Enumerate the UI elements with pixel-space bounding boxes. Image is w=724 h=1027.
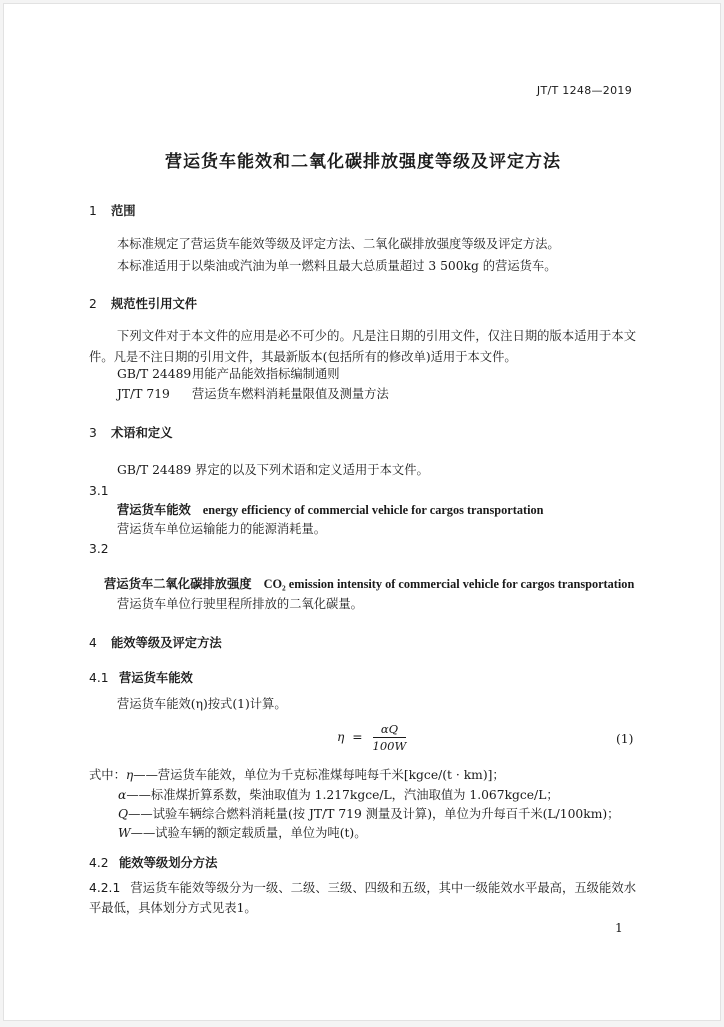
section-4-heading (89, 633, 222, 651)
section-3-heading (89, 423, 173, 441)
section-2-heading (89, 294, 197, 312)
term-english: energy efficiency of commercial vehicle for cargos transportation (202, 503, 544, 517)
standard-number: JT/T 1248—2019 (536, 84, 632, 97)
term-entry (104, 576, 634, 592)
section-title: 规范性引用文件 (111, 297, 198, 311)
section-number: 3 (89, 426, 97, 440)
subsection-4-2-heading (89, 853, 217, 871)
where-list-item (89, 765, 505, 783)
reference-title: 营运货车燃料消耗量限值及测量方法 (192, 387, 389, 401)
reference-title: 用能产品能效指标编制通则 (192, 367, 340, 381)
clause-number: 4.2.1 (89, 881, 121, 895)
formula-denominator: 100W (372, 739, 407, 753)
variable-symbol: η (125, 768, 134, 782)
variable-symbol: W (118, 826, 131, 840)
subsection-4-1-heading (89, 668, 193, 686)
section-title: 能效等级及评定方法 (111, 636, 222, 650)
reference-code: GB/T 24489 (117, 367, 192, 381)
term-chinese: 营运货车能效 (117, 503, 191, 517)
section-title: 营运货车能效 (119, 671, 193, 685)
section-number: 4.2 (89, 856, 109, 870)
scope-paragraph-2: 本标准适用于以柴油或汽油为单一燃料且最大总质量超过 3 500kg 的营运货车。 (117, 259, 557, 273)
reference-item (117, 366, 340, 382)
formula-1 (337, 722, 406, 753)
scope-paragraph-1: 本标准规定了营运货车能效等级及评定方法、二氧化碳排放强度等级及评定方法。 (117, 237, 560, 251)
formula-lhs: η (337, 730, 345, 744)
section-title: 范围 (111, 204, 136, 218)
section-title: 术语和定义 (111, 426, 173, 440)
variable-description: ——试验车辆综合燃料消耗量(按 JT/T 719 测量及计算)，单位为升每百千米(L/100km)； (128, 807, 620, 821)
variable-description: ——试验车辆的额定载质量，单位为吨(t)。 (130, 826, 367, 840)
term-chinese: 营运货车二氧化碳排放强度 (104, 577, 252, 591)
section-number: 1 (89, 204, 97, 218)
formula-equals: = (352, 730, 363, 744)
section-number: 2 (89, 297, 97, 311)
term-definition: 营运货车单位运输能力的能源消耗量。 (117, 522, 327, 536)
document-page (3, 3, 721, 1021)
page-number: 1 (615, 921, 623, 935)
reference-code: JT/T 719 (117, 387, 170, 401)
term-number: 3.1 (89, 484, 109, 498)
where-list-item (118, 804, 619, 822)
where-label: 式中： (89, 768, 126, 782)
variable-description: ——标准煤折算系数，柴油取值为 1.217kgce/L，汽油取值为 1.067kgce/L； (126, 788, 559, 802)
variable-symbol: Q (118, 807, 129, 821)
term-definition: 营运货车单位行驶里程所排放的二氧化碳量。 (117, 597, 363, 611)
clause-4-2-1 (89, 878, 636, 918)
section-number: 4 (89, 636, 97, 650)
section-1-heading (89, 201, 136, 219)
terms-intro: GB/T 24489 界定的以及下列术语和定义适用于本文件。 (117, 463, 429, 477)
formula-fraction (373, 722, 407, 753)
term-english: CO₂ emission intensity of commercial vehicle for cargos transportation (263, 577, 635, 591)
formula-intro: 营运货车能效(η)按式(1)计算。 (117, 697, 287, 711)
term-entry (117, 502, 543, 518)
where-list-item (118, 823, 367, 841)
section-title: 能效等级划分方法 (119, 856, 218, 870)
formula-numerator: αQ (373, 722, 407, 738)
where-list-item (118, 785, 559, 803)
variable-description: ——营运货车能效，单位为千克标准煤每吨每千米[kgce/(t · km)]； (133, 768, 505, 782)
clause-text: 营运货车能效等级分为一级、二级、三级、四级和五级，其中一级能效水平最高，五级能效水平最低，具体划分方式见表1。 (89, 881, 636, 915)
reference-item (117, 386, 389, 402)
section-number: 4.1 (89, 671, 109, 685)
formula-number: (1) (616, 732, 634, 746)
variable-symbol: α (118, 788, 127, 802)
document-title: 营运货车能效和二氧化碳排放强度等级及评定方法 (165, 152, 561, 172)
term-number: 3.2 (89, 542, 109, 556)
normative-references-paragraph: 下列文件对于本文件的应用是必不可少的。凡是注日期的引用文件，仅注日期的版本适用于本文件。凡是不注日期的引用文件，其最新版本(包括所有的修改单)适用于本文件。 (89, 329, 636, 364)
